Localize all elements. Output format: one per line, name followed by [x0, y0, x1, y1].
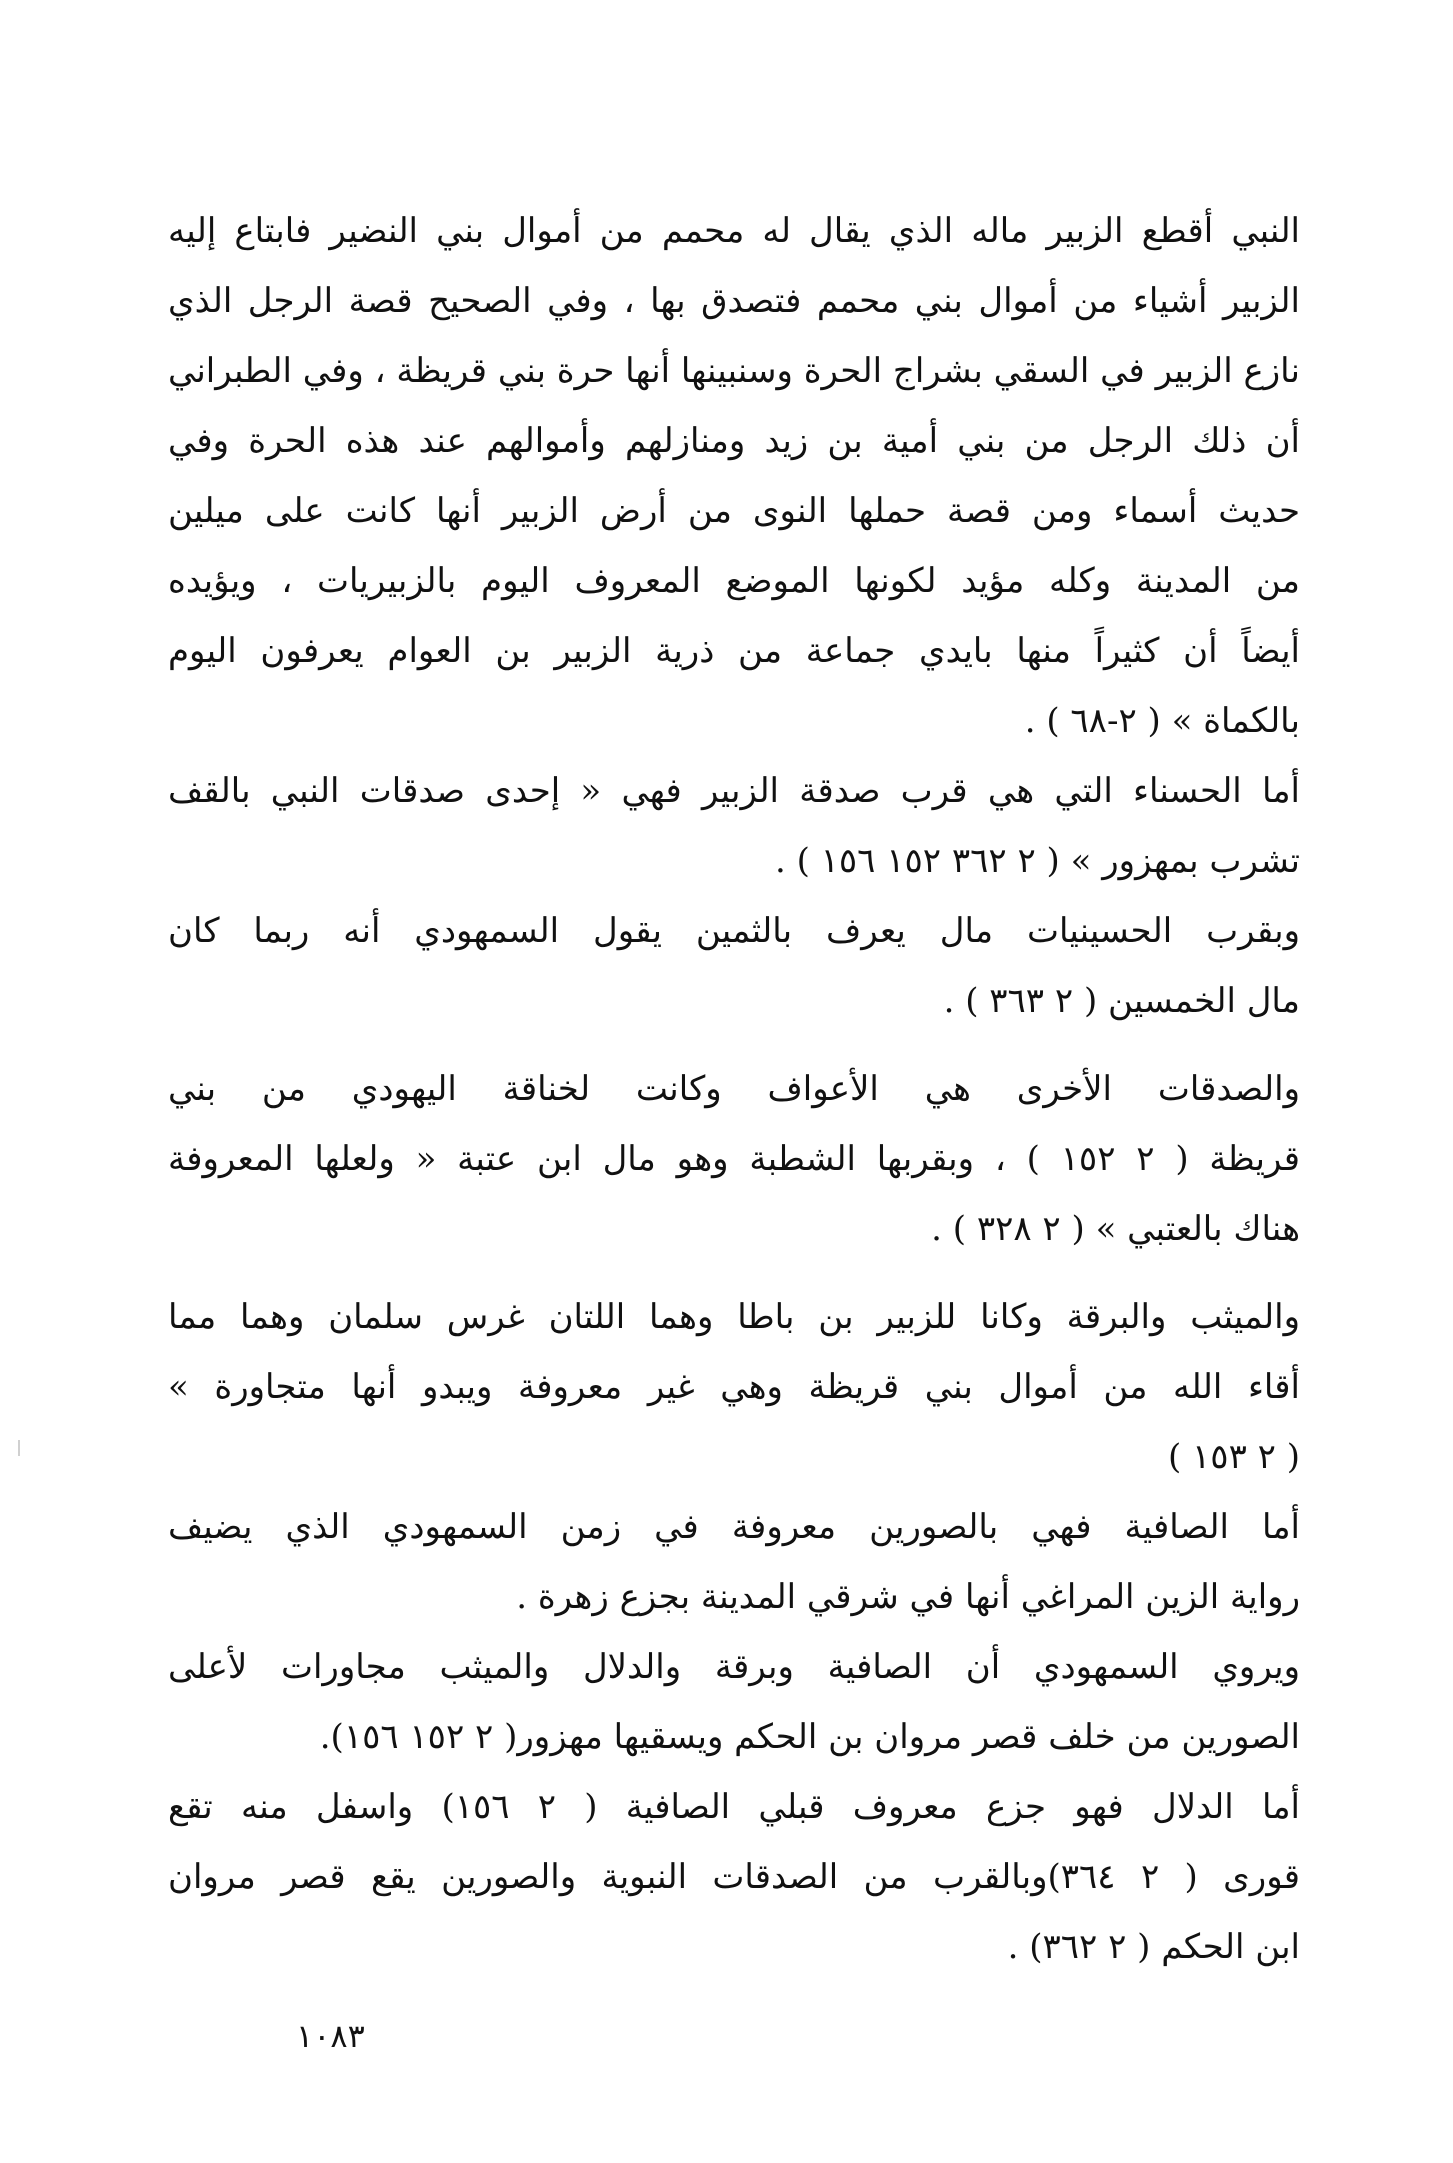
text-line: هناك بالعتبي » ( ٢ ٣٢٨ ) .	[931, 1209, 1300, 1249]
text-line: رواية الزين المراغي أنها في شرقي المدينة بجزع زهرة .	[516, 1577, 1300, 1617]
text-line: أن ذلك الرجل من بني أمية بن زيد ومنازلهم وأموالهم عند هذه الحرة وفي	[168, 421, 1300, 461]
text-line: أما الصافية فهي بالصورين معروفة في زمن السمهودي الذي يضيف	[168, 1507, 1300, 1547]
text-line: النبي أقطع الزبير ماله الذي يقال له محمم من أموال بني النضير فابتاع إليه	[168, 211, 1300, 251]
text-line: الزبير أشياء من أموال بني محمم فتصدق بها ، وفي الصحيح قصة الرجل الذي	[168, 281, 1300, 321]
paragraph-7	[168, 1632, 1300, 1772]
text-line: نازع الزبير في السقي بشراج الحرة وسنبينها أنها حرة بني قريظة ، وفي الطبراني	[168, 351, 1300, 391]
paragraph-3	[168, 896, 1300, 1036]
paragraph-5	[168, 1282, 1300, 1492]
paragraph-4	[168, 1054, 1300, 1264]
text-line: الصورين من خلف قصر مروان بن الحكم ويسقيها مهزور( ٢ ١٥٢ ١٥٦).	[319, 1717, 1300, 1757]
paragraph-gap	[168, 1036, 1300, 1054]
text-line: ( ٢ ١٥٣ )	[1167, 1437, 1300, 1477]
text-line: أقاء الله من أموال بني قريظة وهي غير معروفة ويبدو أنها متجاورة »	[168, 1367, 1300, 1407]
text-line: حديث أسماء ومن قصة حملها النوى من أرض الزبير أنها كانت على ميلين	[168, 491, 1300, 531]
paragraph-gap	[168, 1264, 1300, 1282]
text-line: قريظة ( ٢ ١٥٢ ) ، وبقربها الشطبة وهو مال ابن عتبة « ولعلها المعروفة	[168, 1139, 1300, 1179]
text-line: ابن الحكم ( ٢ ٣٦٢) .	[1007, 1927, 1300, 1967]
body-text	[168, 196, 1300, 1982]
text-line: ويروي السمهودي أن الصافية وبرقة والدلال والميثب مجاورات لأعلى	[168, 1647, 1300, 1687]
text-line: وبقرب الحسينيات مال يعرف بالثمين يقول السمهودي أنه ربما كان	[168, 911, 1300, 951]
text-line: مال الخمسين ( ٢ ٣٦٣ ) .	[943, 981, 1300, 1021]
text-line: أما الحسناء التي هي قرب صدقة الزبير فهي « إحدى صدقات النبي بالقف	[168, 771, 1300, 811]
margin-mark	[18, 1440, 20, 1456]
paragraph-2	[168, 756, 1300, 896]
text-line: والصدقات الأخرى هي الأعواف وكانت لخناقة اليهودي من بني	[168, 1069, 1300, 1109]
text-line: قورى ( ٢ ٣٦٤)وبالقرب من الصدقات النبوية والصورين يقع قصر مروان	[168, 1857, 1300, 1897]
text-line: أما الدلال فهو جزع معروف قبلي الصافية ( ٢ ١٥٦) واسفل منه تقع	[168, 1787, 1300, 1827]
page-number: ١٠٨٣	[296, 2017, 365, 2055]
paragraph-6	[168, 1492, 1300, 1632]
text-line: والميثب والبرقة وكانا للزبير بن باطا وهما اللتان غرس سلمان وهما مما	[168, 1297, 1300, 1337]
text-line: بالكماة » ( ٢-٦٨ ) .	[1024, 701, 1300, 741]
paragraph-8	[168, 1772, 1300, 1982]
paragraph-1	[168, 196, 1300, 756]
text-line: أيضاً أن كثيراً منها بايدي جماعة من ذرية الزبير بن العوام يعرفون اليوم	[168, 631, 1300, 671]
text-line: تشرب بمهزور » ( ٢ ٣٦٢ ١٥٢ ١٥٦ ) .	[774, 841, 1300, 881]
text-line: من المدينة وكله مؤيد لكونها الموضع المعروف اليوم بالزبيريات ، ويؤيده	[168, 561, 1300, 601]
